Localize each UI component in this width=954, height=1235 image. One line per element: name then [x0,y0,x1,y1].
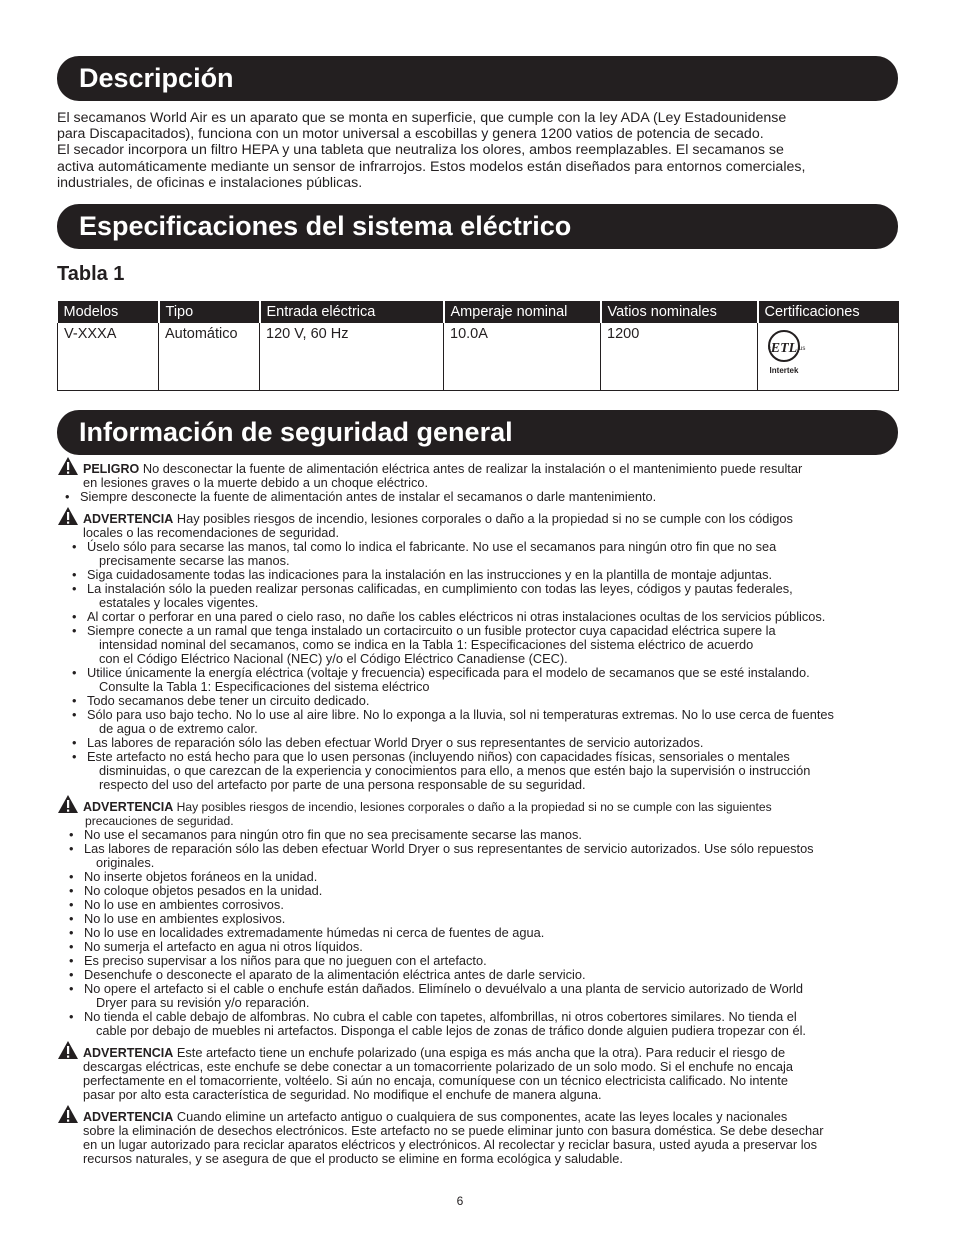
advertencia-2-list [68,828,902,1038]
etl-c-text: c [768,346,771,352]
advertencia-line-cont: perfectamente en el tomacorriente, voltéelo. Si aún no encaja, comuníquese con un técnico electricista calificado. No intente [83,1073,788,1088]
list-item: • Desenchufe o desconecte el aparato de la alimentación eléctrica antes de darle servicio. [68,968,902,982]
descripcion-line: industriales, de oficinas e instalaciones públicas. [57,174,363,191]
etl-mark-icon [764,326,824,382]
advertencia-text: Cuando elimine un artefacto antiguo o cualquiera de sus componentes, acate las leyes locales y nacionales [173,1109,788,1124]
advertencia-cont: precauciones de seguridad. [85,814,234,828]
list-item: • Siempre desconecte la fuente de alimentación antes de instalar el secamanos o darle mantenimiento. [64,490,902,504]
list-item: • Es preciso supervisar a los niños para que no jueguen con el artefacto. [68,954,902,968]
warning-triangle-icon [57,506,79,526]
section-header-descripcion: Descripción [57,56,898,101]
advertencia-block-2 [57,800,902,1038]
warning-triangle-icon [57,1040,79,1060]
peligro-line [57,462,902,476]
cell-modelo: V-XXXA [58,323,159,391]
advertencia-block-4 [57,1110,902,1166]
advertencia-line-cont: sobre la eliminación de desechos electrónicos. Este artefacto no se puede eliminar junto con basura doméstica. Se debe desechar [83,1123,824,1138]
list-item: • No lo use en localidades extremadamente húmedas ni cerca de fuentes de agua. [68,926,902,940]
page-number: 6 [456,1194,464,1208]
list-item: • Úselo sólo para secarse las manos, tal como lo indica el fabricante. No use el secamanos para ningún otro fin que no sea precisamente secarse las manos. [71,540,902,568]
descripcion-line: para Discapacitados), funciona con un motor universal a escobillas y genera 1200 vatios de potencia de secado. [57,126,764,143]
descripcion-line: activa automáticamente mediante un sensor de infrarrojos. Estos modelos están diseñados para entornos comerciales, [57,158,806,175]
warning-triangle-icon [57,456,79,476]
intertek-text: Intertek [769,366,799,375]
advertencia-keyword: ADVERTENCIA [83,800,174,814]
advertencia-keyword: ADVERTENCIA [83,1110,174,1124]
table-header-row [58,301,899,323]
cell-amperaje: 10.0A [444,323,601,391]
advertencia-line-cont: recursos naturales, y se asegura de que el producto se elimine en forma ecológica y saludable. [83,1151,623,1166]
header-modelos: Modelos [58,301,159,323]
cell-entrada: 120 V, 60 Hz [260,323,444,391]
list-item: • Las labores de reparación sólo las deben efectuar World Dryer o sus representantes de servicio autorizados. [71,736,902,750]
list-item: • La instalación sólo la pueden realizar personas calificadas, en cumplimiento con todas las leyes, códigos y pautas federales, estatales y locales vigentes. [71,582,902,610]
advertencia-keyword: ADVERTENCIA [83,512,174,526]
list-item: • No tienda el cable debajo de alfombras. No cubra el cable con tapetes, alfombrillas, ni otros cobertores similares. No tienda el cable por debajo de muebles ni artefactos. Disponga el cable lejos de zonas de tráfico donde alguien pudiera tropezar con él. [68,1010,902,1038]
descripcion-paragraph [57,110,897,191]
list-item: • Utilice únicamente la energía eléctrica (voltaje y frecuencia) especificada para el modelo de secamanos que se esté instalando. Consulte la Tabla 1: Especificaciones del sistema eléctrico [71,666,902,694]
advertencia-line-cont: descargas eléctricas, este enchufe se debe conectar a un tomacorriente polarizado de un solo modo. Si el enchufe no encaja [83,1059,793,1074]
list-item: • Las labores de reparación sólo las deben efectuar World Dryer o sus representantes de servicio autorizados. Use sólo repuestos originales. [68,842,902,870]
cell-vatios: 1200 [601,323,758,391]
peligro-text: No desconectar la fuente de alimentación eléctrica antes de realizar la instalación o el mantenimiento puede resultar [139,461,803,476]
advertencia-line-cont: en un lugar autorizado para reciclar aparatos eléctricos y electrónicos. Al recolectar y reciclar basura, usted ayuda a preservar los [83,1137,818,1152]
list-item: • Al cortar o perforar en una pared o cielo raso, no dañe los cables eléctricos ni otras instalaciones ocultas de los servicios públicos. [71,610,902,624]
advertencia-text: Este artefacto tiene un enchufe polarizado (una espiga es más ancha que la otra). Para reducir el riesgo de [173,1045,786,1060]
etl-us-text: us [799,346,806,352]
list-item: • No use el secamanos para ningún otro fin que no sea precisamente secarse las manos. [68,828,902,842]
advertencia-cont: locales o las recomendaciones de seguridad. [83,525,340,540]
peligro-cont: en lesiones graves o la muerte debido a un choque eléctrico. [83,475,429,490]
descripcion-line: El secamanos World Air es un aparato que se monta en superficie, que cumple con la ley ADA (Ley Estadounidense [57,110,787,126]
advertencia-1-list [71,540,902,792]
cell-tipo: Automático [159,323,260,391]
advertencia-line [57,1110,902,1124]
list-item: • No lo use en ambientes explosivos. [68,912,902,926]
list-item: • No sumerja el artefacto en agua ni otros líquidos. [68,940,902,954]
descripcion-line: El secador incorpora un filtro HEPA y una tableta que neutraliza los olores, ambos reemplazables. El secamanos se [57,142,784,159]
table-title: Tabla 1 [57,263,125,285]
header-amperaje: Amperaje nominal [444,301,601,323]
advertencia-line [57,512,902,526]
advertencia-line [57,800,902,814]
peligro-keyword: PELIGRO [83,462,140,476]
list-item: • Todo secamanos debe tener un circuito dedicado. [71,694,902,708]
header-tipo: Tipo [159,301,260,323]
list-item: • No opere el artefacto si el cable o enchufe están dañados. Elimínelo o devuélvalo a una planta de servicio autorizado de World Dryer para su revisión y/o reparación. [68,982,902,1010]
list-item: • Este artefacto no está hecho para que lo usen personas (incluyendo niños) con capacidades físicas, sensoriales o mentales disminuidas, o que carezcan de la experiencia y conocimientos para ello, a menos que estén bajo la supervisión o instrucción respecto del uso del artefacto por parte de una persona responsable de su seguridad. [71,750,902,792]
advertencia-text: Hay posibles riesgos de incendio, lesiones corporales o daño a la propiedad si no se cumple con las siguientes [173,800,772,814]
advertencia-text: Hay posibles riesgos de incendio, lesiones corporales o daño a la propiedad si no se cumple con los códigos [173,511,793,526]
advertencia-line-cont: pasar por alto esta característica de seguridad. No modifique el enchufe de manera alguna. [83,1087,602,1102]
list-item: • Siga cuidadosamente todas las indicaciones para la instalación en las instrucciones y en la plantilla de montaje adjuntas. [71,568,902,582]
warning-triangle-icon [57,1104,79,1124]
safety-content [57,462,902,1166]
list-item: • No inserte objetos foráneos en la unidad. [68,870,902,884]
list-item: • No coloque objetos pesados en la unidad. [68,884,902,898]
advertencia-block-3 [57,1046,902,1102]
list-item: • Sólo para uso bajo techo. No lo use al aire libre. No lo exponga a la lluvia, sol ni temperaturas extremas. No lo use cerca de fuentes de agua o de extremo calor. [71,708,902,736]
table-row [58,323,899,391]
list-item: • Siempre conecte a un ramal que tenga instalado un cortacircuito o un fusible protector cuya capacidad eléctrica supere la intensidad nominal del secamanos, como se indica en la Tabla 1: Especificaciones del sistema eléctrico de acuerdo con el Código Eléctrico Nacional (NEC) y/o el Código Eléctrico Canadiense (CEC). [71,624,902,666]
peligro-block [57,462,902,504]
list-item: • No lo use en ambientes corrosivos. [68,898,902,912]
advertencia-line [57,1046,902,1060]
cell-certificaciones [758,323,899,391]
section-header-especificaciones: Especificaciones del sistema eléctrico [57,204,898,249]
advertencia-keyword: ADVERTENCIA [83,1046,174,1060]
header-certificaciones: Certificaciones [758,301,899,323]
spec-table [57,301,899,391]
header-entrada: Entrada eléctrica [260,301,444,323]
section-header-seguridad: Información de seguridad general [57,410,898,455]
header-vatios: Vatios nominales [601,301,758,323]
advertencia-block-1 [57,512,902,792]
etl-intertek-logo [764,326,824,382]
etl-mark-text: ETL [770,341,798,356]
warning-triangle-icon [57,794,79,814]
